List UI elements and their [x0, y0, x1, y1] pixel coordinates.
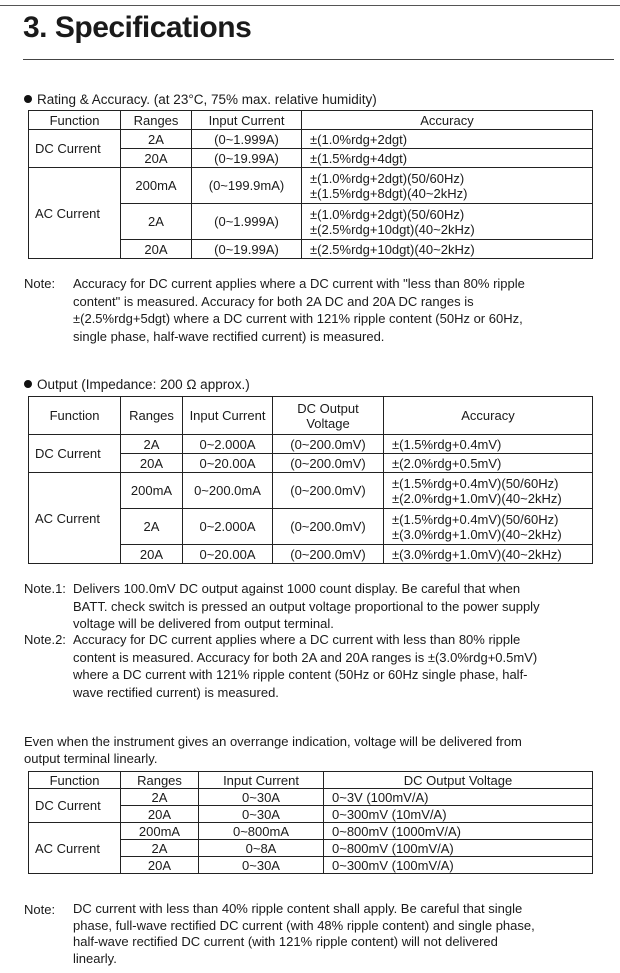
- col-header: DC Output Voltage: [273, 397, 384, 435]
- input-cell: 0~30A: [199, 857, 324, 874]
- output-cell: (0~200.0mV): [273, 545, 384, 564]
- accuracy-cell: ±(3.0%rdg+1.0mV)(40~2kHz): [384, 545, 593, 564]
- bullet-icon: [24, 95, 32, 103]
- table-row: [29, 435, 593, 454]
- accuracy-cell: ±(1.0%rdg+2dgt)(50/60Hz) ±(1.5%rdg+8dgt)(40~2kHz): [302, 168, 593, 204]
- accuracy-cell: ±(1.0%rdg+2dgt): [302, 130, 593, 149]
- col-header: Ranges: [121, 772, 199, 789]
- input-cell: (0~19.99A): [192, 240, 302, 259]
- range-cell: 2A: [121, 435, 183, 454]
- range-cell: 20A: [121, 149, 192, 168]
- overrange-intro: Even when the instrument gives an overrange indication, voltage will be delivered from output terminal linearly.: [24, 734, 522, 766]
- range-cell: 20A: [121, 454, 183, 473]
- range-cell: 20A: [121, 545, 183, 564]
- note-label: Note:: [24, 276, 56, 291]
- function-cell: DC Current: [29, 435, 121, 473]
- output-cell: (0~200.0mV): [273, 509, 384, 545]
- range-cell: 2A: [121, 509, 183, 545]
- accuracy-cell: ±(1.5%rdg+0.4mV)(50/60Hz) ±(2.0%rdg+1.0mV)(40~2kHz): [384, 473, 593, 509]
- input-cell: (0~1.999A): [192, 130, 302, 149]
- note-text: Delivers 100.0mV DC output against 1000 count display. Be careful that when BATT. check switch is pressed an output voltage proportional to the power supply voltage will be delivered from output terminal.: [73, 581, 540, 631]
- input-cell: 0~20.00A: [183, 545, 273, 564]
- col-header: Accuracy: [384, 397, 593, 435]
- input-cell: 0~200.0mA: [183, 473, 273, 509]
- output-cell: (0~200.0mV): [273, 454, 384, 473]
- output-cell: 0~300mV (100mV/A): [324, 857, 593, 874]
- input-cell: 0~20.00A: [183, 454, 273, 473]
- function-cell: DC Current: [29, 789, 121, 823]
- range-cell: 2A: [121, 130, 192, 149]
- accuracy-cell: ±(1.5%rdg+4dgt): [302, 149, 593, 168]
- range-cell: 2A: [121, 204, 192, 240]
- output-cell: 0~800mV (100mV/A): [324, 840, 593, 857]
- range-cell: 2A: [121, 840, 199, 857]
- rating-note: [24, 275, 604, 347]
- output-cell: 0~800mV (1000mV/A): [324, 823, 593, 840]
- table-row: [29, 130, 593, 149]
- accuracy-cell: ±(1.5%rdg+0.4mV): [384, 435, 593, 454]
- range-cell: 200mA: [121, 823, 199, 840]
- top-rule: [0, 5, 620, 6]
- accuracy-cell: ±(1.0%rdg+2dgt)(50/60Hz) ±(2.5%rdg+10dgt)(40~2kHz): [302, 204, 593, 240]
- input-cell: 0~30A: [199, 806, 324, 823]
- col-header: Ranges: [121, 397, 183, 435]
- output-cell: 0~3V (100mV/A): [324, 789, 593, 806]
- input-cell: (0~1.999A): [192, 204, 302, 240]
- note-label: Note.1:: [24, 581, 66, 596]
- input-cell: 0~8A: [199, 840, 324, 857]
- col-header: Function: [29, 397, 121, 435]
- table-row: [29, 789, 593, 806]
- function-cell: AC Current: [29, 473, 121, 564]
- note-text: DC current with less than 40% ripple content shall apply. Be careful that single phase, full-wave rectified DC current (with 48% ripple content) and single phase, half-wave rectified DC current (with 121% ripple content) will not delivered linearly.: [73, 901, 535, 966]
- table-row: [29, 473, 593, 509]
- input-cell: 0~2.000A: [183, 435, 273, 454]
- accuracy-cell: ±(2.0%rdg+0.5mV): [384, 454, 593, 473]
- output-heading: Output (Impedance: 200 Ω approx.): [24, 377, 250, 392]
- col-header: Input Current: [183, 397, 273, 435]
- function-cell: DC Current: [29, 130, 121, 168]
- table-row: [29, 168, 593, 204]
- input-cell: (0~19.99A): [192, 149, 302, 168]
- col-header: Ranges: [121, 111, 192, 130]
- output-cell: 0~300mV (10mV/A): [324, 806, 593, 823]
- output-cell: (0~200.0mV): [273, 435, 384, 454]
- col-header: Input Current: [199, 772, 324, 789]
- col-header: DC Output Voltage: [324, 772, 593, 789]
- rating-heading: Rating & Accuracy. (at 23°C, 75% max. relative humidity): [24, 92, 377, 107]
- output-table: [28, 396, 593, 564]
- col-header: Function: [29, 111, 121, 130]
- overrange-table: [28, 771, 593, 874]
- function-cell: AC Current: [29, 823, 121, 874]
- output-note-2: [24, 631, 614, 703]
- accuracy-cell: ±(2.5%rdg+10dgt)(40~2kHz): [302, 240, 593, 259]
- rating-table: [28, 110, 593, 259]
- note-label: Note.2:: [24, 632, 66, 647]
- range-cell: 200mA: [121, 168, 192, 204]
- bullet-icon: [24, 380, 32, 388]
- title-underline: [23, 59, 614, 60]
- col-header: Input Current: [192, 111, 302, 130]
- overrange-note: [24, 901, 614, 971]
- note-label: Note:: [24, 902, 56, 917]
- table-header-row: [29, 111, 593, 130]
- table-header-row: [29, 772, 593, 789]
- input-cell: 0~30A: [199, 789, 324, 806]
- range-cell: 20A: [121, 857, 199, 874]
- range-cell: 20A: [121, 240, 192, 259]
- accuracy-cell: ±(1.5%rdg+0.4mV)(50/60Hz) ±(3.0%rdg+1.0mV)(40~2kHz): [384, 509, 593, 545]
- note-text: Accuracy for DC current applies where a DC current with "less than 80% ripple content" is measured. Accuracy for both 2A DC and 20A DC ranges is ±(2.5%rdg+5dgt) where a DC current with 121% ripple content (50Hz or 60Hz, single phase, half-wave rectified current) is measured.: [73, 276, 525, 344]
- input-cell: (0~199.9mA): [192, 168, 302, 204]
- col-header: Accuracy: [302, 111, 593, 130]
- note-text: Accuracy for DC current applies where a DC current with less than 80% ripple content is measured. Accuracy for both 2A and 20A ranges is ±(3.0%rdg+0.5mV) where a DC current with 121% ripple content (50Hz or 60Hz single phase, half- wave rectified current) is measured.: [73, 632, 538, 700]
- input-cell: 0~2.000A: [183, 509, 273, 545]
- function-cell: AC Current: [29, 168, 121, 259]
- table-header-row: [29, 397, 593, 435]
- range-cell: 20A: [121, 806, 199, 823]
- page-title: 3. Specifications: [23, 11, 252, 44]
- range-cell: 200mA: [121, 473, 183, 509]
- output-cell: (0~200.0mV): [273, 473, 384, 509]
- output-note-1: [24, 580, 614, 634]
- range-cell: 2A: [121, 789, 199, 806]
- col-header: Function: [29, 772, 121, 789]
- table-row: [29, 823, 593, 840]
- input-cell: 0~800mA: [199, 823, 324, 840]
